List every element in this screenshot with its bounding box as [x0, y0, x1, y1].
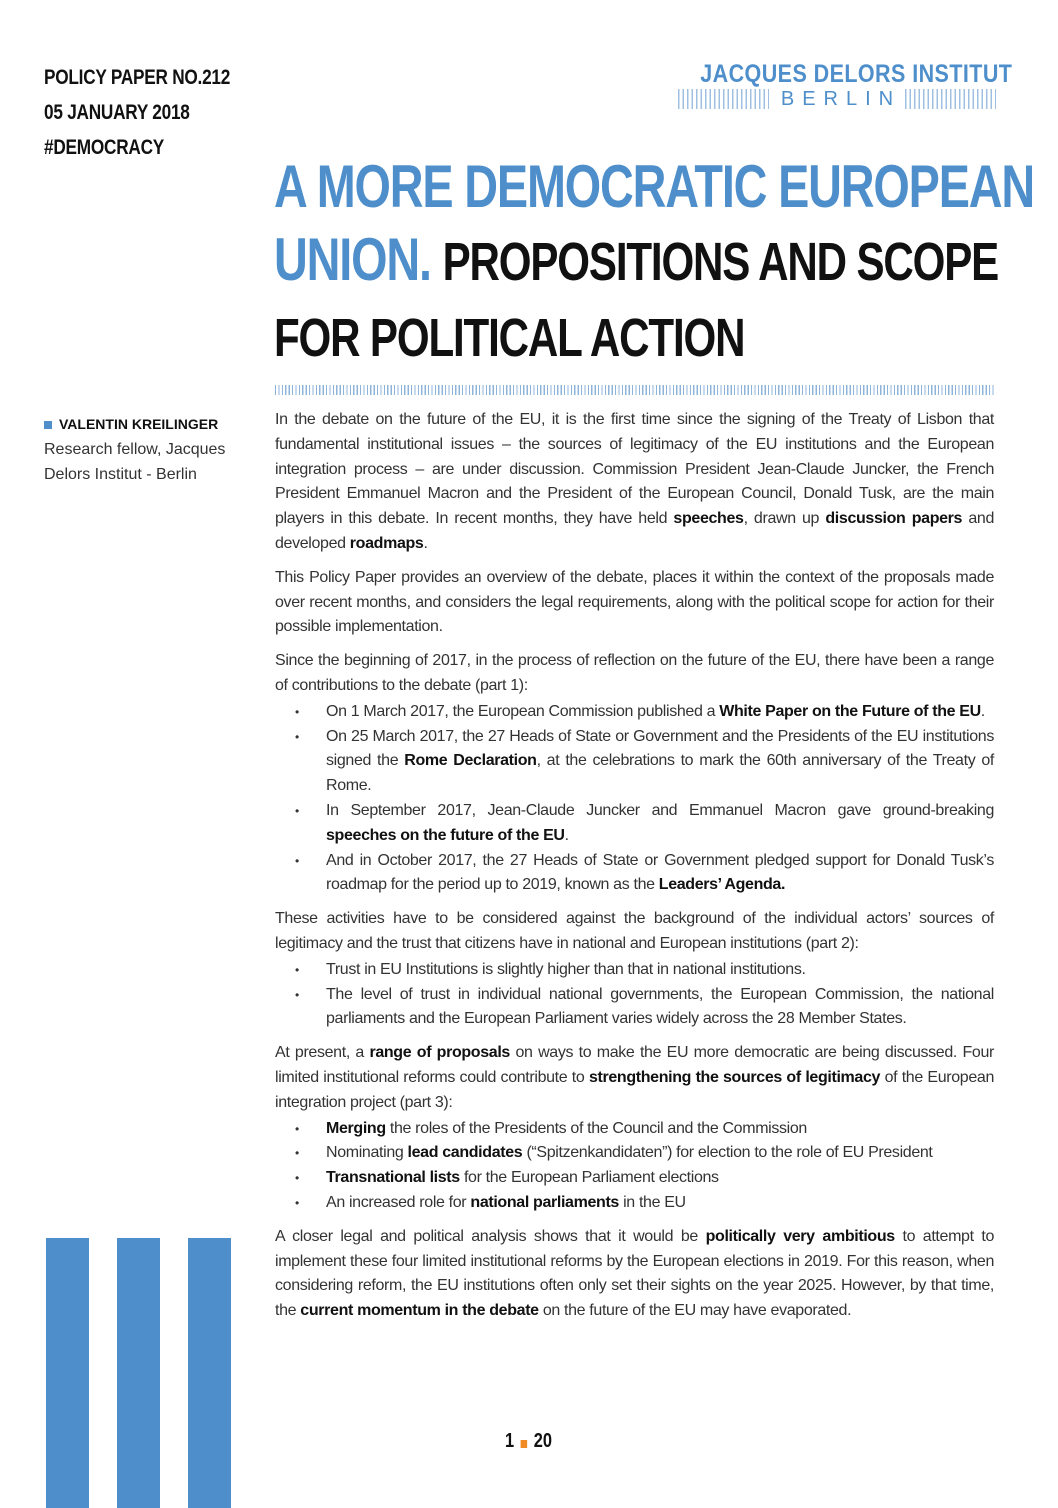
decorative-bar	[188, 1238, 231, 1508]
list-item: • And in October 2017, the 27 Heads of State or Government pledged support for Donald Tusk’s roadmap for the period up to 2019, known as the Leaders’ Agenda.	[275, 849, 994, 899]
list-item: • Transnational lists for the European Parliament elections	[275, 1166, 994, 1191]
trust-list	[275, 958, 994, 1032]
bold-text: Leaders’ Agenda.	[658, 876, 786, 894]
list-item: • The level of trust in individual national governments, the European Commission, the national parliaments and the European Parliament varies widely across the 28 Member States.	[275, 983, 994, 1033]
page-number	[505, 1430, 552, 1453]
paragraph: Since the beginning of 2017, in the process of reflection on the future of the EU, there have been a range of contributions to the debate (part 1):	[275, 652, 994, 694]
page-title	[274, 150, 1035, 375]
list-item: • On 25 March 2017, the 27 Heads of State or Government and the Presidents of the EU institutions signed the Rome Declaration, at the celebrations to mark the 60th anniversary of the Treaty of Rome.	[275, 725, 994, 799]
bold-text: national parliaments	[470, 1193, 619, 1211]
bold-text: Merging	[326, 1119, 386, 1137]
paragraph: This Policy Paper provides an overview of the debate, places it within the context of the proposals made over recent months, and considers the legal requirements, along with the political scope for action for their possible implementation.	[275, 568, 994, 636]
summary-body	[275, 408, 994, 1333]
list-item: • Trust in EU Institutions is slightly higher than that in national institutions.	[275, 958, 994, 983]
title-rest-line3: FOR POLITICAL ACTION	[274, 308, 745, 368]
paper-number: POLICY PAPER NO.212	[44, 66, 231, 89]
bold-text: speeches on the future of the EU	[326, 826, 565, 844]
bold-text: roadmaps	[349, 534, 424, 552]
logo-name: JACQUES DELORS INSTITUT	[700, 60, 1013, 88]
paper-meta	[44, 60, 230, 165]
title-highlight-line2: UNION.	[274, 226, 431, 293]
author-role: Research fellow, Jacques Delors Institut - Berlin	[44, 441, 226, 483]
title-rest-line2: PROPOSITIONS AND SCOPE	[442, 232, 999, 292]
current-page: 1	[505, 1430, 515, 1452]
logo-stripes-left	[678, 89, 769, 109]
logo-stripes-right	[905, 89, 996, 109]
title-divider	[275, 385, 995, 395]
decorative-bar	[117, 1238, 160, 1508]
list-item: • An increased role for national parliaments in the EU	[275, 1191, 994, 1216]
paragraph: These activities have to be considered against the background of the individual actors’ sources of legitimacy and the trust that citizens have in national and European institutions (part 2):	[275, 910, 994, 952]
bold-text: current momentum in the debate	[300, 1302, 539, 1320]
paragraph: At present, a range of proposals on ways to make the EU more democratic are being discussed. Four limited institutional reforms could contribute to strengthening the sources of legitimacy of the European integration project (part 3):	[275, 1044, 994, 1111]
total-pages: 20	[533, 1430, 553, 1452]
logo-city: BERLIN	[780, 87, 902, 110]
square-bullet-icon	[44, 421, 52, 429]
bold-text: range of proposals	[369, 1044, 510, 1062]
bold-text: speeches	[673, 510, 744, 528]
square-separator-icon	[521, 1440, 528, 1448]
list-item: • Merging the roles of the Presidents of the Council and the Commission	[275, 1117, 994, 1142]
bold-text: politically very ambitious	[705, 1227, 895, 1245]
author-name: VALENTIN KREILINGER	[59, 416, 219, 432]
list-item: • Nominating lead candidates (“Spitzenkandidaten”) for election to the role of EU President	[275, 1141, 994, 1166]
contributions-list	[275, 700, 994, 898]
title-highlight-line1: A MORE DEMOCRATIC EUROPEAN	[274, 153, 1035, 220]
list-item: • On 1 March 2017, the European Commission published a White Paper on the Future of the EU.	[275, 700, 994, 725]
list-item: • In September 2017, Jean-Claude Juncker and Emmanuel Macron gave ground-breaking speeches on the future of the EU.	[275, 799, 994, 849]
bold-text: strengthening the sources of legitimacy	[588, 1068, 881, 1086]
paragraph: In the debate on the future of the EU, it is the first time since the signing of the Treaty of Lisbon that fundamental institutional issues – the sources of legitimacy of the EU institutions and the European integration process – are under discussion. Commission President Jean-Claude Juncker, the French President Emmanuel Macron and the President of the European Council, Donald Tusk, are the main players in this debate. In recent months, they have held speeches, drawn up discussion papers and developed roadmaps.	[275, 411, 995, 552]
institute-logo	[678, 60, 1013, 111]
bold-text: discussion papers	[825, 510, 963, 528]
paper-tag: #DEMOCRACY	[44, 136, 165, 159]
paper-date: 05 JANUARY 2018	[44, 101, 190, 124]
author-block	[44, 412, 244, 487]
bold-text: Rome Declaration	[404, 752, 537, 770]
reforms-list	[275, 1117, 994, 1216]
paragraph: A closer legal and political analysis shows that it would be politically very ambitious to attempt to implement these four limited institutional reforms by the European elections in 2019. For this reason, when considering reform, the EU institutions often only set their sights on the year 2025. However, by that time, the current momentum in the debate on the future of the EU may have evaporated.	[275, 1227, 995, 1320]
bold-text: Transnational lists	[326, 1169, 460, 1187]
decorative-bar	[46, 1238, 89, 1508]
bold-text: White Paper on the Future of the EU	[719, 702, 981, 720]
bold-text: lead candidates	[407, 1144, 523, 1162]
